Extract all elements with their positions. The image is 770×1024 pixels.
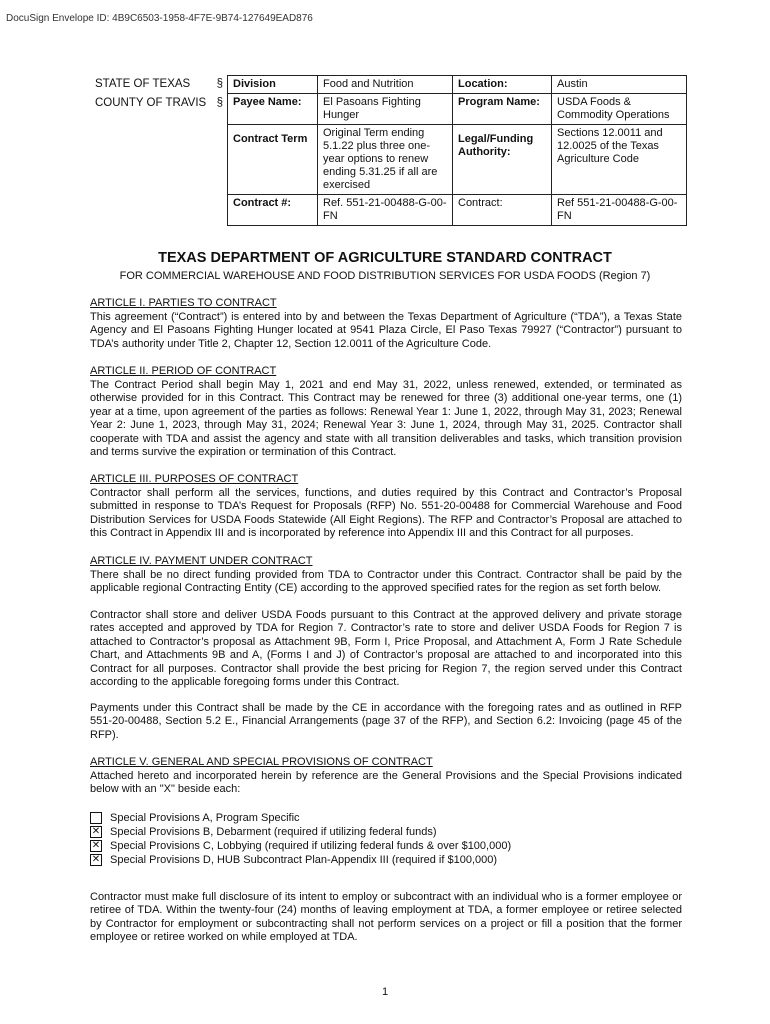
provision-a-label: Special Provisions A, Program Specific <box>110 811 300 824</box>
article-2-heading: ARTICLE II. PERIOD OF CONTRACT <box>90 365 277 377</box>
article-4-paragraph-3: Payments under this Contract shall be made by the CE in accordance with the foregoing rates and as outlined in RFP 551-20-00488, Section 5.2 E., Financial Arrangements (page 37 of the RFP), and Section 6.2: Invoicing (page 45 of the RFP). <box>90 702 682 741</box>
list-item <box>90 825 511 839</box>
contract-number-value: Ref. 551-21-00488-G-00-FN <box>318 195 453 226</box>
provision-c-label: Special Provisions C, Lobbying (required if utilizing federal funds & over $100,000) <box>110 839 512 852</box>
county-label: COUNTY OF TRAVIS <box>95 97 207 109</box>
program-name-label: Program Name: <box>453 94 552 125</box>
table-row <box>228 125 687 195</box>
provision-c-checkbox[interactable]: ✕ <box>91 840 101 851</box>
table-row <box>228 94 687 125</box>
article-2-text: The Contract Period shall begin May 1, 2021 and end May 31, 2022, unless renewed, extended, or terminated as otherwise provided for in this Contract. This Contract may be renewed for three (3) additional one-year terms, one (1) year at a time, upon agreement of the parties as follows: Renewal Year 1: June 1, 2022, through May 31, 2023; Renewal Year 2: June 1, 2023, through May 31, 2024; Renewal Year 3: June 1, 2024, through May 31, 2025. Contractor shall cooperate with TDA and assist the agency and state with all transition deliverables and tasks, which transition provision and terms survive the expiration or termination of this Contract. <box>90 379 682 459</box>
provision-b-label: Special Provisions B, Debarment (required if utilizing federal funds) <box>110 825 437 838</box>
contract-header-table <box>227 75 687 226</box>
program-name-value: USDA Foods & Commodity Operations <box>552 94 687 125</box>
legal-funding-authority-label: Legal/Funding Authority: <box>453 125 552 195</box>
section-symbol: § <box>216 97 223 109</box>
state-line <box>95 78 223 97</box>
contract-label: Contract: <box>453 195 552 226</box>
jurisdiction-block <box>95 78 223 116</box>
article-5-text: Attached hereto and incorporated herein by reference are the General Provisions and the Special Provisions indicated below with an "X" beside each: <box>90 770 682 796</box>
article-1-text: This agreement (“Contract”) is entered into by and between the Texas Department of Agriculture (“TDA”), a Texas State Agency and El Pasoans Fighting Hunger located at 9541 Plaza Circle, El Paso Texas 79927 (“Contractor”) pursuant to TDA’s authority under Title 2, Chapter 12, Section 12.0011 of the Agriculture Code. <box>90 311 682 350</box>
payee-name-label: Payee Name: <box>228 94 318 125</box>
article-4-paragraph-1: There shall be no direct funding provided from TDA to Contractor under this Contract. Contractor shall be paid by the applicable regional Contracting Entity (CE) according to the approved specified rates for the region as set forth below. <box>90 569 682 595</box>
contract-number-label: Contract #: <box>228 195 318 226</box>
payee-name-value: El Pasoans Fighting Hunger <box>318 94 453 125</box>
article-4-heading: ARTICLE IV. PAYMENT UNDER CONTRACT <box>90 555 313 567</box>
location-value: Austin <box>552 76 687 94</box>
list-item <box>90 811 511 825</box>
former-employee-disclosure: Contractor must make full disclosure of its intent to employ or subcontract with an individual who is a former employee or retiree of TDA. Within the twenty-four (24) months of leaving employment at TDA, a former employee or retiree selected by Contractor for employment or subcontracting shall not perform services on a project or fill a position that the former employee or retiree worked on while employed at TDA. <box>90 891 682 944</box>
state-label: STATE OF TEXAS <box>95 78 191 90</box>
provision-a-checkbox[interactable] <box>90 812 102 824</box>
page-number: 1 <box>381 986 389 998</box>
table-row <box>228 195 687 226</box>
document-title: TEXAS DEPARTMENT OF AGRICULTURE STANDARD CONTRACT <box>158 250 612 266</box>
contract-term-value: Original Term ending 5.1.22 plus three one-year options to renew ending 5.31.25 if all are exercised <box>318 125 453 195</box>
location-label: Location: <box>453 76 552 94</box>
division-label: Division <box>228 76 318 94</box>
county-line <box>95 97 223 116</box>
list-item <box>90 839 511 853</box>
article-3-heading: ARTICLE III. PURPOSES OF CONTRACT <box>90 473 299 485</box>
contract-value: Ref 551-21-00488-G-00-FN <box>552 195 687 226</box>
article-4-paragraph-2: Contractor shall store and deliver USDA Foods pursuant to this Contract at the approved delivery and private storage rates accepted and approved by TDA for Region 7. Contractor’s rate to store and deliver USDA Foods for Region 7 is attached to Contractor’s proposal as Attachment 9B, Form I, Price Proposal, and Attachment A, Form J Rate Schedule Chart, and Attachments 9B and A, (Forms I and J) of Contractor’s proposal are attached to and incorporated into this Contract for all purposes. Contractor shall provide the best pricing for Region 7, the region served under this Contract according to the applicable foregoing forms under this Contract. <box>90 609 682 689</box>
provision-d-checkbox[interactable]: ✕ <box>91 854 101 865</box>
division-value: Food and Nutrition <box>318 76 453 94</box>
contract-term-label: Contract Term <box>228 125 318 195</box>
docusign-envelope-id: DocuSign Envelope ID: 4B9C6503-1958-4F7E-9B74-127649EAD876 <box>6 13 313 24</box>
section-symbol: § <box>216 78 223 90</box>
special-provisions-list <box>90 811 511 867</box>
table-row <box>228 76 687 94</box>
provision-d-label: Special Provisions D, HUB Subcontract Plan-Appendix III (required if $100,000) <box>110 853 498 866</box>
article-1-heading: ARTICLE I. PARTIES TO CONTRACT <box>90 297 277 309</box>
list-item <box>90 853 511 867</box>
article-5-heading: ARTICLE V. GENERAL AND SPECIAL PROVISIONS OF CONTRACT <box>90 756 433 768</box>
legal-funding-authority-value: Sections 12.0011 and 12.0025 of the Texas Agriculture Code <box>552 125 687 195</box>
article-3-text: Contractor shall perform all the services, functions, and duties required by this Contract and Contractor’s Proposal submitted in response to TDA’s Request for Proposals (RFP) No. 551-20-00488 for Commercial Warehouse and Food Distribution Services for USDA Foods Statewide (All Eight Regions). The RFP and Contractor’s Proposal are attached to this Contract in Appendix III and is incorporated by reference into Appendix III and this Contract for all purposes. <box>90 487 682 540</box>
provision-b-checkbox[interactable]: ✕ <box>91 826 101 837</box>
document-subtitle: FOR COMMERCIAL WAREHOUSE AND FOOD DISTRIBUTION SERVICES FOR USDA FOODS (Region 7) <box>119 270 651 282</box>
